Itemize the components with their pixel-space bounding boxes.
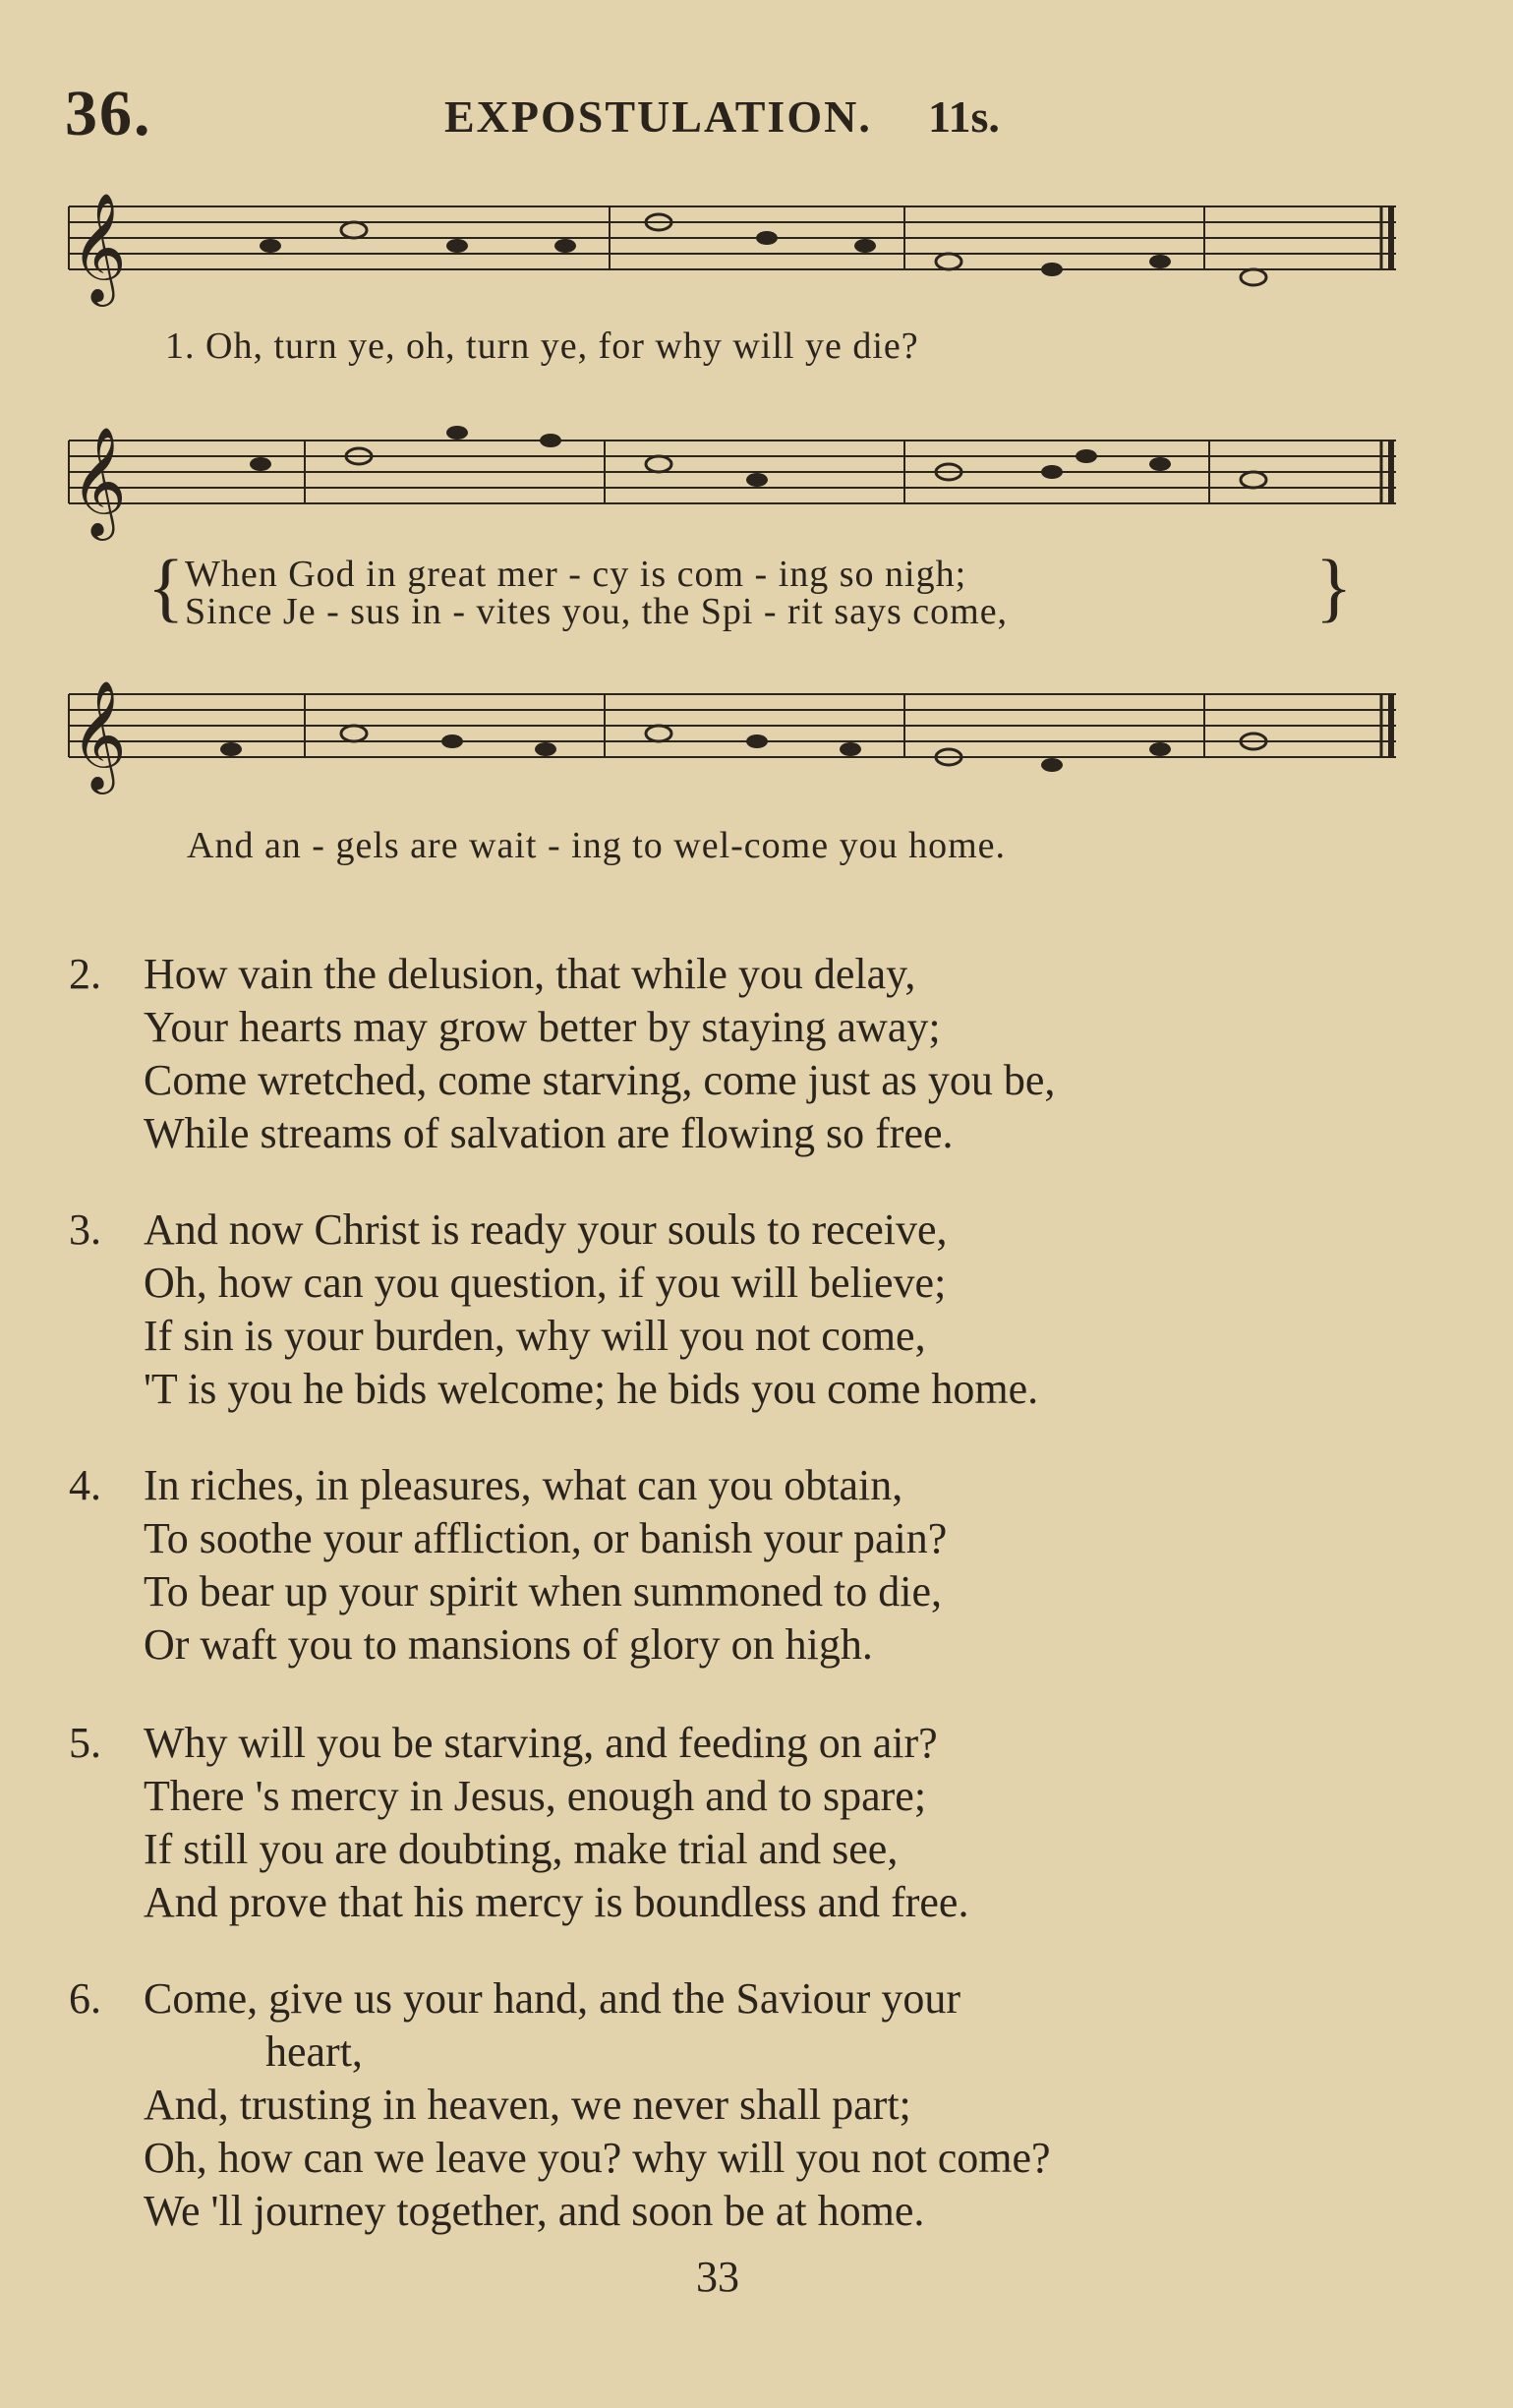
lyric-text: Oh, turn ye, oh, turn ye, for why will ye die? [205,325,919,367]
verse-line: How vain the delusion, that while you delay, [144,950,916,998]
verse-line: Come wretched, come starving, come just as you be, [144,1056,1056,1104]
verse-4 [69,1459,1376,1672]
music-staff-2 [59,411,1396,568]
verse-line: Why will you be starving, and feeding on air? [144,1719,938,1767]
lyric-line-3: And an - gels are wait - ing to wel-come you home. [187,825,1006,866]
verse-6 [69,1972,1376,2238]
verse-line: 'T is you he bids welcome; he bids you come home. [144,1365,1039,1413]
verse-line: While streams of salvation are flowing so free. [144,1109,954,1157]
verse-line: Your hearts may grow better by staying away; [144,1003,941,1051]
music-staff-3 [59,665,1396,822]
verse-number: 3. [69,1205,101,1254]
lyric-line-1 [165,324,919,368]
lyric-line-2-upper: When God in great mer - cy is com - ing so nigh; [185,554,967,595]
verse-line: To bear up your spirit when summoned to die, [144,1567,943,1615]
verse-line: We 'll journey together, and soon be at home. [144,2187,925,2235]
verse-line: To soothe your affliction, or banish your pain? [144,1514,948,1562]
staff-2-notation [59,411,1396,568]
staff-1-notation [59,177,1396,334]
verse-line: There 's mercy in Jesus, enough and to spare; [144,1772,927,1820]
verse-number: 5. [69,1719,101,1767]
verse-number: 6. [69,1974,101,2023]
hymn-meter: 11s. [928,91,1000,142]
verse-line: If still you are doubting, make trial and see, [144,1825,899,1873]
verse-brace-left: { [147,544,185,629]
lyric-line-2-lower: Since Je - sus in - vites you, the Spi - rit says come, [185,591,1009,632]
verse-line: Or waft you to mansions of glory on high. [144,1620,873,1669]
verse-2 [69,948,1376,1160]
verse-line-continuation: heart, [265,2027,363,2076]
verse-line: In riches, in pleasures, what can you obtain, [144,1461,903,1509]
verse-number: 4. [69,1461,101,1509]
lyric-verse-number: 1. [165,325,196,367]
hymn-number: 36. [65,78,152,149]
verse-line: And prove that his mercy is boundless and free. [144,1878,969,1926]
verse-line: And now Christ is ready your souls to receive, [144,1205,948,1254]
music-staff-1 [59,177,1396,334]
verse-line: Oh, how can you question, if you will believe; [144,1259,947,1307]
svg-text:𝄞: 𝄞 [71,192,127,302]
page-number: 33 [696,2253,739,2301]
verse-brace-right: } [1315,544,1353,629]
verse-5 [69,1717,1376,1929]
verse-3 [69,1204,1376,1416]
verse-line: If sin is your burden, why will you not come, [144,1312,926,1360]
svg-text:𝄞: 𝄞 [71,679,127,790]
verse-line: Oh, how can we leave you? why will you not come? [144,2134,1051,2182]
hymn-title: EXPOSTULATION. [444,91,872,142]
svg-text:𝄞: 𝄞 [71,426,127,536]
verse-number: 2. [69,950,101,998]
verse-line: And, trusting in heaven, we never shall part; [144,2081,911,2129]
verse-line: Come, give us your hand, and the Saviour your [144,1974,960,2023]
staff-3-notation [59,665,1396,822]
